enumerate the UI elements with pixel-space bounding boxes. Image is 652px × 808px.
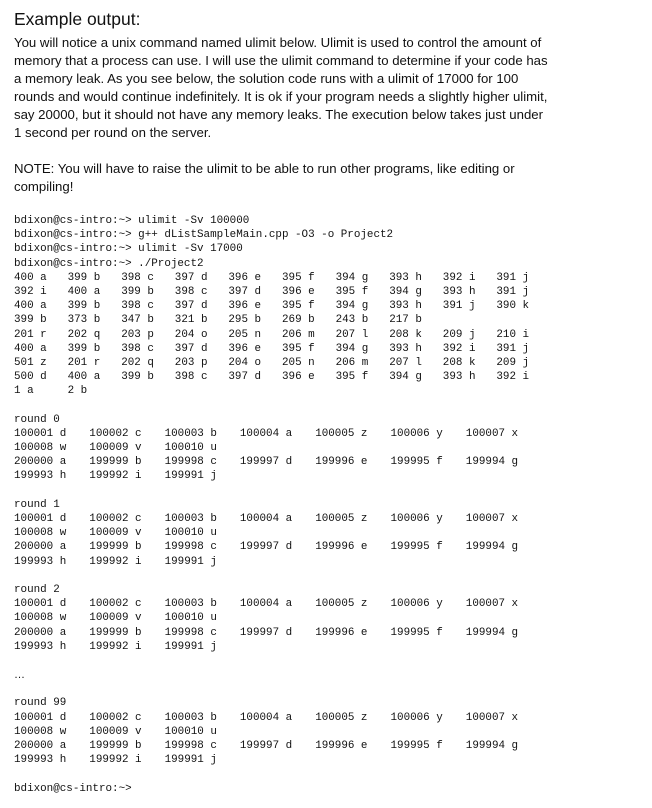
round-label: round 0 bbox=[14, 413, 60, 426]
output-row bbox=[14, 611, 644, 625]
output-cell: 199991 j bbox=[164, 754, 217, 767]
final-prompt: bdixon@cs-intro:~> bbox=[14, 782, 132, 795]
output-row bbox=[14, 753, 644, 767]
output-cell: 393 h bbox=[389, 342, 422, 355]
command-line: bdixon@cs-intro:~> g++ dListSampleMain.cpp -O3 -o Project2 bbox=[14, 229, 394, 242]
output-cell: 199998 c bbox=[164, 456, 217, 469]
output-cell: 100003 b bbox=[164, 711, 217, 724]
output-cell: 210 i bbox=[496, 328, 530, 341]
output-cell: 396 e bbox=[228, 300, 262, 313]
output-cell: 394 g bbox=[389, 371, 422, 384]
output-cell: 396 e bbox=[228, 342, 262, 355]
round-block bbox=[14, 413, 644, 484]
output-row bbox=[14, 356, 644, 370]
output-cell: 199996 e bbox=[315, 626, 368, 639]
output-cell: 100009 v bbox=[89, 612, 142, 625]
output-cell: 400 a bbox=[14, 271, 47, 284]
round-label: round 1 bbox=[14, 498, 60, 511]
output-cell: 395 f bbox=[282, 271, 315, 284]
output-cell: 393 h bbox=[389, 271, 422, 284]
output-cell: 199995 f bbox=[390, 541, 443, 554]
output-cell: 1 a bbox=[14, 385, 34, 398]
output-cell: 390 k bbox=[496, 300, 530, 313]
output-cell: 203 p bbox=[174, 356, 208, 369]
output-row bbox=[14, 299, 644, 313]
output-cell: 100008 w bbox=[14, 527, 67, 540]
output-cell: 199997 d bbox=[239, 541, 293, 554]
output-cell: 501 z bbox=[14, 356, 47, 369]
output-cell: 391 j bbox=[496, 286, 530, 298]
output-row bbox=[14, 342, 644, 356]
output-cell: 207 l bbox=[389, 356, 422, 369]
output-cell: 100007 x bbox=[465, 427, 519, 440]
output-cell: 208 k bbox=[389, 328, 422, 341]
output-cell: 100007 x bbox=[465, 513, 519, 526]
output-cell: 391 j bbox=[496, 342, 530, 355]
output-cell: 393 h bbox=[442, 371, 476, 384]
output-cell: 217 b bbox=[389, 314, 422, 327]
output-cell: 100010 u bbox=[164, 442, 217, 455]
output-cell: 392 i bbox=[496, 371, 530, 384]
output-cell: 321 b bbox=[174, 314, 208, 327]
output-row bbox=[14, 313, 644, 327]
output-cell: 209 j bbox=[442, 328, 476, 341]
output-cell: 395 f bbox=[335, 286, 369, 298]
output-cell: 199991 j bbox=[164, 640, 217, 653]
output-cell: 199998 c bbox=[164, 626, 217, 639]
command-line: bdixon@cs-intro:~> ./Project2 bbox=[14, 257, 204, 270]
output-cell: 204 o bbox=[228, 356, 262, 369]
output-row bbox=[14, 271, 644, 285]
output-cell: 400 a bbox=[67, 371, 101, 384]
output-cell: 100007 x bbox=[465, 711, 519, 724]
output-cell: 396 e bbox=[282, 286, 315, 298]
output-cell: 269 b bbox=[282, 314, 315, 327]
output-row bbox=[14, 370, 644, 384]
output-cell: 205 n bbox=[282, 356, 315, 369]
initial-output-block bbox=[14, 271, 644, 399]
output-cell: 500 d bbox=[14, 371, 47, 384]
output-cell: 200000 a bbox=[14, 541, 67, 554]
output-cell: 199993 h bbox=[14, 754, 67, 767]
output-cell: 100006 y bbox=[390, 711, 443, 724]
output-cell: 393 h bbox=[389, 300, 422, 313]
output-cell: 199997 d bbox=[239, 626, 293, 639]
output-cell: 392 i bbox=[14, 286, 47, 298]
output-cell: 199994 g bbox=[465, 541, 519, 554]
round-block bbox=[14, 498, 644, 569]
output-cell: 398 c bbox=[174, 286, 208, 298]
output-row bbox=[14, 427, 644, 441]
output-cell: 201 r bbox=[14, 328, 47, 341]
output-cell: 100004 a bbox=[239, 427, 293, 440]
output-cell: 209 j bbox=[496, 356, 530, 369]
output-cell: 199997 d bbox=[239, 456, 293, 469]
output-cell: 399 b bbox=[67, 271, 101, 284]
output-cell: 201 r bbox=[67, 356, 101, 369]
output-cell: 205 n bbox=[228, 328, 262, 341]
output-cell: 100007 x bbox=[465, 598, 519, 611]
round-99-block bbox=[14, 696, 644, 767]
output-row bbox=[14, 540, 644, 554]
output-cell: 100009 v bbox=[89, 725, 142, 738]
output-cell: 100008 w bbox=[14, 725, 67, 738]
output-cell: 200000 a bbox=[14, 740, 67, 753]
output-cell: 100010 u bbox=[164, 612, 217, 625]
output-cell: 199997 d bbox=[239, 740, 293, 753]
output-cell: 206 m bbox=[282, 328, 315, 341]
output-cell: 100010 u bbox=[164, 725, 217, 738]
output-row bbox=[14, 626, 644, 640]
output-cell: 199994 g bbox=[465, 456, 519, 469]
output-row bbox=[14, 555, 644, 569]
output-cell: 100005 z bbox=[315, 711, 368, 724]
output-cell: 100002 c bbox=[89, 598, 142, 611]
output-cell: 200000 a bbox=[14, 456, 67, 469]
output-cell: 100004 a bbox=[239, 711, 293, 724]
output-cell: 347 b bbox=[121, 314, 154, 327]
output-cell: 100006 y bbox=[390, 427, 443, 440]
output-row bbox=[14, 512, 644, 526]
output-cell: 100009 v bbox=[89, 527, 142, 540]
terminal-output bbox=[14, 214, 644, 796]
output-cell: 199998 c bbox=[164, 541, 217, 554]
output-cell: 100002 c bbox=[89, 711, 142, 724]
output-cell: 207 l bbox=[335, 328, 369, 341]
output-cell: 394 g bbox=[335, 342, 369, 355]
output-cell: 199991 j bbox=[164, 555, 217, 568]
output-cell: 199992 i bbox=[89, 470, 142, 483]
output-cell: 400 a bbox=[14, 300, 47, 313]
output-cell: 100002 c bbox=[89, 513, 142, 526]
output-cell: 399 b bbox=[67, 342, 101, 355]
command-line: bdixon@cs-intro:~> ulimit -Sv 17000 bbox=[14, 243, 243, 256]
output-cell: 395 f bbox=[282, 342, 315, 355]
output-cell: 204 o bbox=[174, 328, 208, 341]
output-cell: 100005 z bbox=[315, 598, 368, 611]
output-row bbox=[14, 441, 644, 455]
output-row bbox=[14, 640, 644, 654]
output-cell: 2 b bbox=[67, 385, 88, 398]
output-cell: 100003 b bbox=[164, 598, 217, 611]
paragraph-note: NOTE: You will have to raise the ulimit to be able to run other programs, like editing or compiling! bbox=[14, 161, 515, 194]
output-cell: 391 j bbox=[496, 271, 530, 284]
output-cell: 100001 d bbox=[14, 513, 67, 526]
output-cell: 199999 b bbox=[89, 541, 142, 554]
output-cell: 100004 a bbox=[239, 513, 293, 526]
output-cell: 100001 d bbox=[14, 598, 67, 611]
output-cell: 100010 u bbox=[164, 527, 217, 540]
output-cell: 199995 f bbox=[390, 740, 443, 753]
rounds-output bbox=[14, 413, 644, 668]
output-cell: 397 d bbox=[174, 342, 208, 355]
output-cell: 399 b bbox=[67, 300, 101, 313]
output-cell: 100006 y bbox=[390, 513, 443, 526]
output-cell: 206 m bbox=[335, 356, 369, 369]
output-cell: 199994 g bbox=[465, 740, 519, 753]
output-cell: 394 g bbox=[335, 300, 369, 313]
ellipsis: … bbox=[14, 669, 25, 682]
output-row bbox=[14, 711, 644, 725]
round-label: round 99 bbox=[14, 697, 67, 710]
output-cell: 393 h bbox=[442, 286, 476, 298]
output-row bbox=[14, 725, 644, 739]
output-cell: 208 k bbox=[442, 356, 476, 369]
output-row bbox=[14, 328, 644, 342]
output-cell: 100005 z bbox=[315, 427, 368, 440]
output-cell: 394 g bbox=[389, 286, 422, 298]
output-cell: 100001 d bbox=[14, 427, 67, 440]
output-cell: 397 d bbox=[174, 300, 208, 313]
output-cell: 199993 h bbox=[14, 640, 67, 653]
output-cell: 100003 b bbox=[164, 427, 217, 440]
output-cell: 199993 h bbox=[14, 470, 67, 483]
output-cell: 392 i bbox=[442, 271, 476, 284]
output-cell: 199996 e bbox=[315, 740, 368, 753]
output-cell: 199995 f bbox=[390, 626, 443, 639]
command-line: bdixon@cs-intro:~> ulimit -Sv 100000 bbox=[14, 215, 250, 227]
heading: Example output: bbox=[14, 9, 141, 29]
output-cell: 399 b bbox=[121, 371, 154, 384]
round-label: round 2 bbox=[14, 583, 60, 596]
output-cell: 373 b bbox=[67, 314, 101, 327]
output-cell: 100009 v bbox=[89, 442, 142, 455]
output-cell: 100002 c bbox=[89, 427, 142, 440]
output-row bbox=[14, 739, 644, 753]
output-cell: 199993 h bbox=[14, 555, 67, 568]
output-cell: 203 p bbox=[121, 328, 154, 341]
output-cell: 395 f bbox=[282, 300, 315, 313]
output-cell: 392 i bbox=[442, 342, 476, 355]
output-row bbox=[14, 285, 644, 299]
output-cell: 295 b bbox=[228, 314, 262, 327]
output-cell: 199996 e bbox=[315, 541, 368, 554]
output-cell: 199996 e bbox=[315, 456, 368, 469]
output-cell: 200000 a bbox=[14, 626, 67, 639]
output-cell: 100003 b bbox=[164, 513, 217, 526]
output-cell: 391 j bbox=[442, 300, 476, 313]
output-cell: 199998 c bbox=[164, 740, 217, 753]
output-cell: 199999 b bbox=[89, 456, 142, 469]
output-cell: 398 c bbox=[174, 371, 208, 384]
output-cell: 100004 a bbox=[239, 598, 293, 611]
output-cell: 100008 w bbox=[14, 612, 67, 625]
output-cell: 199991 j bbox=[164, 470, 217, 483]
output-cell: 100005 z bbox=[315, 513, 368, 526]
output-cell: 400 a bbox=[67, 286, 101, 298]
output-cell: 199995 f bbox=[390, 456, 443, 469]
output-cell: 100001 d bbox=[14, 711, 67, 724]
output-row bbox=[14, 455, 644, 469]
paragraph-ulimit-explanation: You will notice a unix command named ulimit below. Ulimit is used to control the amount of memory that a process can use. I will use the ulimit command to determine if your code has a memory leak. As you see below, the solution code runs with a ulimit of 17000 for 100 rounds and would continue indefinitely. It is ok if your program needs a slightly higher ulimit, say 20000, but it should not have any memory leaks. The execution below takes just under 1 second per round on the server. bbox=[14, 35, 548, 140]
output-cell: 199999 b bbox=[89, 740, 142, 753]
output-row bbox=[14, 384, 644, 398]
output-cell: 396 e bbox=[282, 371, 315, 384]
output-cell: 199994 g bbox=[465, 626, 519, 639]
output-cell: 398 c bbox=[121, 342, 154, 355]
output-cell: 100006 y bbox=[390, 598, 443, 611]
output-cell: 398 c bbox=[121, 271, 154, 284]
output-cell: 399 b bbox=[121, 286, 154, 298]
output-row bbox=[14, 526, 644, 540]
output-cell: 396 e bbox=[228, 271, 262, 284]
output-cell: 395 f bbox=[335, 371, 369, 384]
output-cell: 199992 i bbox=[89, 640, 142, 653]
output-cell: 397 d bbox=[174, 271, 208, 284]
output-cell: 202 q bbox=[67, 328, 101, 341]
output-cell: 243 b bbox=[335, 314, 369, 327]
output-row bbox=[14, 469, 644, 483]
output-cell: 199992 i bbox=[89, 555, 142, 568]
document-page bbox=[14, 8, 644, 796]
output-cell: 100008 w bbox=[14, 442, 67, 455]
output-cell: 400 a bbox=[14, 342, 47, 355]
output-cell: 399 b bbox=[14, 314, 47, 327]
output-row bbox=[14, 597, 644, 611]
output-cell: 397 d bbox=[228, 371, 262, 384]
round-block bbox=[14, 583, 644, 654]
output-cell: 202 q bbox=[121, 356, 154, 369]
output-cell: 397 d bbox=[228, 286, 262, 298]
output-cell: 398 c bbox=[121, 300, 154, 313]
output-cell: 199992 i bbox=[89, 754, 142, 767]
output-cell: 394 g bbox=[335, 271, 369, 284]
output-cell: 199999 b bbox=[89, 626, 142, 639]
